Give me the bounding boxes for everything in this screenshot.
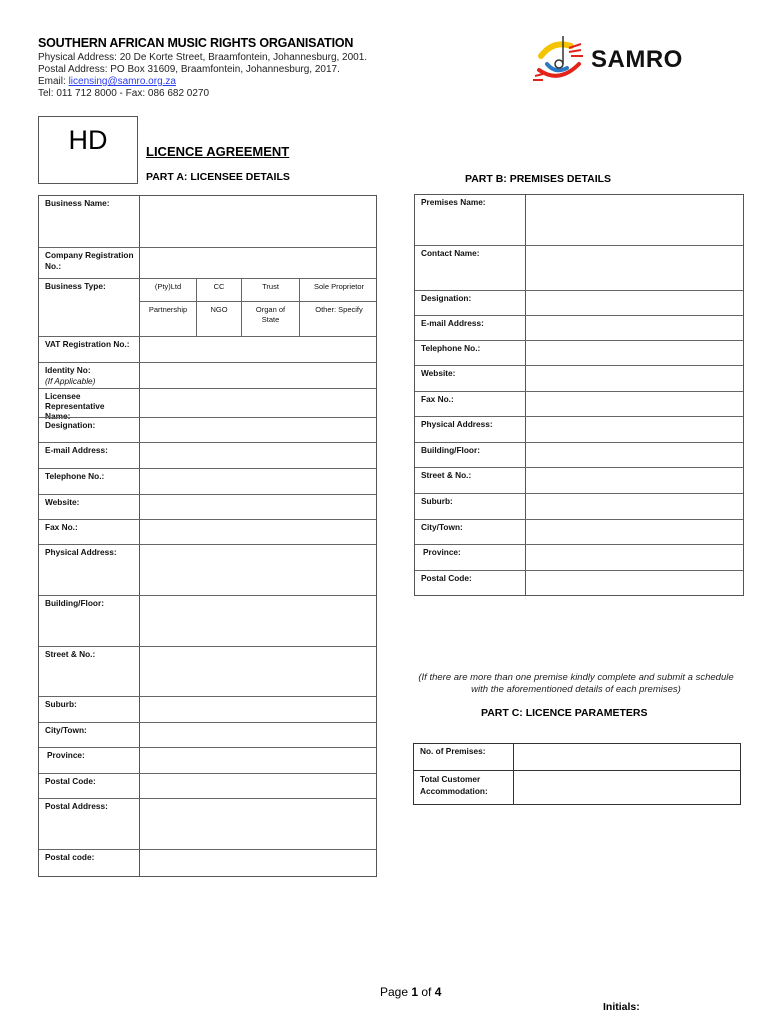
street-no-label: Street & No.: <box>45 649 96 659</box>
postal-address-label: Postal Address: <box>45 801 108 811</box>
suburb-label: Suburb: <box>45 699 77 709</box>
table-row <box>39 595 376 646</box>
premises-street-no-field[interactable] <box>526 468 743 493</box>
part-b-title: PART B: PREMISES DETAILS <box>465 173 612 185</box>
music-note-swoosh-icon <box>533 34 593 84</box>
representative-name-label: Licensee Representative Name: <box>45 391 105 421</box>
postal-code-2-label: Postal code: <box>45 852 95 862</box>
premises-postal-code-label: Postal Code: <box>421 573 472 583</box>
table-row <box>415 467 743 493</box>
page-of: of <box>418 985 435 999</box>
premises-fax-field[interactable] <box>526 392 743 416</box>
table-row <box>39 278 376 336</box>
table-row <box>415 315 743 340</box>
premises-city-town-label: City/Town: <box>421 522 463 532</box>
premises-suburb-field[interactable] <box>526 494 743 519</box>
email-line <box>38 76 176 88</box>
table-row <box>415 570 743 596</box>
table-row <box>414 770 740 805</box>
business-type-organ-of-state[interactable]: Organ of State <box>255 305 286 324</box>
table-row <box>39 747 376 773</box>
premises-website-field[interactable] <box>526 366 743 391</box>
table-row <box>39 336 376 362</box>
business-type-label: Business Type: <box>45 281 106 291</box>
business-type-trust[interactable]: Trust <box>262 282 279 291</box>
table-row <box>415 493 743 519</box>
premises-postal-code-field[interactable] <box>526 571 743 596</box>
table-row <box>39 362 376 388</box>
telephone-field[interactable] <box>140 469 376 494</box>
table-row <box>415 519 743 544</box>
physical-address-field[interactable] <box>140 545 376 595</box>
multiple-premises-note: (If there are more than one premise kindly complete and submit a schedule with the aforementioned details of each premises) <box>418 672 734 695</box>
table-row <box>39 798 376 849</box>
business-type-partnership[interactable]: Partnership <box>148 305 188 314</box>
part-a-title: PART A: LICENSEE DETAILS <box>146 171 290 183</box>
table-row <box>415 290 743 315</box>
company-registration-field[interactable] <box>140 248 376 278</box>
postal-address-field[interactable] <box>140 799 376 849</box>
page-current: 1 <box>411 985 419 999</box>
business-name-label: Business Name: <box>45 198 110 208</box>
premises-building-floor-field[interactable] <box>526 443 743 467</box>
premises-fax-label: Fax No.: <box>421 394 454 404</box>
samro-logo <box>533 34 733 84</box>
total-customer-accommodation-field[interactable] <box>514 771 740 805</box>
contact-name-label: Contact Name: <box>421 248 480 258</box>
email-label: Email: <box>38 76 69 87</box>
table-row <box>39 773 376 798</box>
table-row <box>415 195 743 245</box>
vat-registration-label: VAT Registration No.: <box>45 339 130 349</box>
street-no-field[interactable] <box>140 647 376 696</box>
premises-designation-field[interactable] <box>526 291 743 315</box>
table-row <box>39 646 376 696</box>
premises-province-field[interactable] <box>526 545 743 570</box>
physical-address-label: Physical Address: <box>45 547 117 557</box>
premises-website-label: Website: <box>421 368 456 378</box>
identity-no-label <box>45 365 95 387</box>
business-type-sole-proprietor[interactable]: Sole Proprietor <box>313 282 365 291</box>
email-address-field[interactable] <box>140 443 376 468</box>
part-a-table <box>38 195 377 877</box>
part-b-table <box>414 194 744 596</box>
premises-suburb-label: Suburb: <box>421 496 453 506</box>
premises-name-label: Premises Name: <box>421 197 486 207</box>
vat-registration-field[interactable] <box>140 337 376 362</box>
table-row <box>415 245 743 290</box>
website-field[interactable] <box>140 495 376 519</box>
premises-building-floor-label: Building/Floor: <box>421 445 480 455</box>
page-title: LICENCE AGREEMENT <box>146 144 290 159</box>
identity-no-sublabel: (If Applicable) <box>45 376 96 386</box>
business-type-other-specify[interactable]: Other: Specify <box>315 305 363 314</box>
premises-street-no-label: Street & No.: <box>421 470 472 480</box>
representative-name-field[interactable] <box>140 389 376 417</box>
table-row <box>415 391 743 416</box>
initials-label: Initials: <box>603 1001 640 1013</box>
table-row <box>39 494 376 519</box>
premises-telephone-field[interactable] <box>526 341 743 365</box>
organisation-name: SOUTHERN AFRICAN MUSIC RIGHTS ORGANISATION <box>38 36 354 50</box>
page-total: 4 <box>434 985 442 999</box>
postal-address: Postal Address: PO Box 31609, Braamfontein, Johannesburg, 2017. <box>38 64 340 75</box>
designation-field[interactable] <box>140 418 376 442</box>
telephone-label: Telephone No.: <box>45 471 105 481</box>
premises-telephone-label: Telephone No.: <box>421 343 481 353</box>
table-row <box>39 388 376 421</box>
page-prefix: Page <box>380 985 412 999</box>
premises-city-town-field[interactable] <box>526 520 743 544</box>
form-code-box: HD <box>38 116 138 184</box>
city-town-field[interactable] <box>140 723 376 747</box>
total-customer-accommodation-label: Total Customer Accommodation: <box>420 774 488 796</box>
premises-physical-address-label: Physical Address: <box>421 419 493 429</box>
building-floor-label: Building/Floor: <box>45 598 104 608</box>
postal-code-field[interactable] <box>140 774 376 798</box>
business-type-cc[interactable]: CC <box>213 282 225 291</box>
table-row <box>39 696 376 722</box>
table-row <box>39 196 376 247</box>
email-link[interactable]: licensing@samro.org.za <box>68 76 176 87</box>
business-name-field[interactable] <box>140 196 376 247</box>
table-row <box>39 442 376 468</box>
premises-physical-address-field[interactable] <box>526 417 743 442</box>
table-row <box>39 247 376 278</box>
tel-fax: Tel: 011 712 8000 - Fax: 086 682 0270 <box>38 88 210 99</box>
province-field[interactable] <box>140 748 376 773</box>
table-row <box>39 544 376 595</box>
premises-province-label: Province: <box>423 547 461 557</box>
table-row <box>39 849 376 877</box>
company-registration-label: Company Registration No.: <box>45 250 134 271</box>
no-of-premises-label: No. of Premises: <box>420 746 486 756</box>
table-row <box>39 468 376 494</box>
postal-code-2-field[interactable] <box>140 850 376 877</box>
premises-designation-label: Designation: <box>421 293 472 303</box>
city-town-label: City/Town: <box>45 725 87 735</box>
website-label: Website: <box>45 497 80 507</box>
business-type-ngo[interactable]: NGO <box>210 305 228 314</box>
postal-code-label: Postal Code: <box>45 776 96 786</box>
premises-name-field[interactable] <box>526 195 743 245</box>
table-row <box>415 416 743 442</box>
business-type-pty-ltd[interactable]: (Pty)Ltd <box>154 282 182 291</box>
table-row <box>415 544 743 570</box>
province-label: Province: <box>47 750 85 760</box>
table-row <box>415 442 743 467</box>
premises-email-field[interactable] <box>526 316 743 340</box>
part-c-table <box>413 743 741 805</box>
table-row <box>39 519 376 544</box>
email-address-label: E-mail Address: <box>45 445 108 455</box>
table-row <box>415 365 743 391</box>
fax-label: Fax No.: <box>45 522 78 532</box>
table-row <box>39 722 376 747</box>
identity-no-field[interactable] <box>140 363 376 388</box>
premises-email-label: E-mail Address: <box>421 318 484 328</box>
physical-address: Physical Address: 20 De Korte Street, Braamfontein, Johannesburg, 2001. <box>38 52 368 63</box>
logo-text: SAMRO <box>591 46 683 73</box>
fax-field[interactable] <box>140 520 376 544</box>
designation-label: Designation: <box>45 420 96 430</box>
table-row <box>39 417 376 442</box>
table-row <box>415 340 743 365</box>
identity-no-text: Identity No: <box>45 365 91 375</box>
business-type-divider <box>139 301 376 302</box>
page-indicator <box>380 985 441 999</box>
suburb-field[interactable] <box>140 697 376 722</box>
part-c-title: PART C: LICENCE PARAMETERS <box>481 707 648 719</box>
table-row <box>414 744 740 770</box>
no-of-premises-field[interactable] <box>514 744 740 770</box>
building-floor-field[interactable] <box>140 596 376 646</box>
contact-name-field[interactable] <box>526 246 743 290</box>
